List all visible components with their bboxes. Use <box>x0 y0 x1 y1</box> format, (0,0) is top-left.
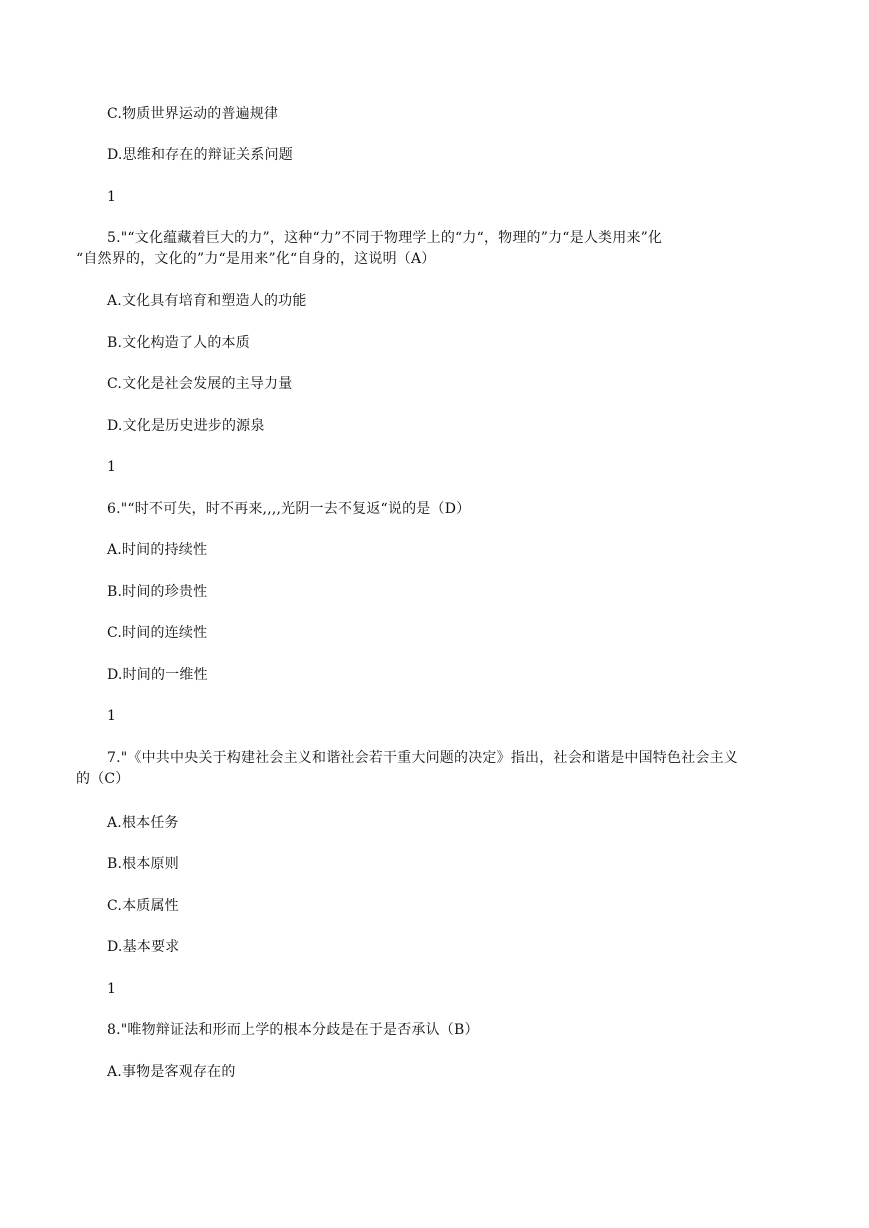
option-c-q4: C.物质世界运动的普遍规律 <box>107 106 279 122</box>
score-q4: 1 <box>107 189 117 205</box>
score-q7: 1 <box>107 981 117 997</box>
option-c-q6: C.时间的连续性 <box>107 625 208 641</box>
option-b-q5: B.文化构造了人的本质 <box>107 335 250 351</box>
question-5-line-2: “自然界的，文化的”力“是用来”化“自身的，这说明（A） <box>76 251 436 267</box>
option-a-q8: A.事物是客观存在的 <box>107 1064 236 1080</box>
option-b-q7: B.根本原则 <box>107 856 179 872</box>
score-q6: 1 <box>107 708 117 724</box>
question-7-line-2: 的（C） <box>76 771 130 787</box>
question-7-line-1: 7."《中共中央关于构建社会主义和谐社会若干重大问题的决定》指出，社会和谐是中国特色社会主义 <box>107 750 738 766</box>
option-d-q6: D.时间的一维性 <box>107 667 208 683</box>
option-c-q5: C.文化是社会发展的主导力量 <box>107 376 293 392</box>
option-d-q5: D.文化是历史进步的源泉 <box>107 418 265 434</box>
question-6: 6."“时不可失，时不再来,,,,光阴一去不复返“说的是（D） <box>107 501 471 517</box>
option-d-q7: D.基本要求 <box>107 939 180 955</box>
question-5-line-1: 5."“文化蕴藏着巨大的力”，这种“力”不同于物理学上的“力“，物理的”力“是人类用来”化 <box>107 230 663 246</box>
option-a-q7: A.根本任务 <box>107 815 179 831</box>
option-b-q6: B.时间的珍贵性 <box>107 584 208 600</box>
option-d-q4: D.思维和存在的辩证关系问题 <box>107 147 293 163</box>
score-q5: 1 <box>107 459 117 475</box>
option-c-q7: C.本质属性 <box>107 898 179 914</box>
option-a-q5: A.文化具有培育和塑造人的功能 <box>107 293 307 309</box>
question-8: 8."唯物辩证法和形而上学的根本分歧是在于是否承认（B） <box>107 1022 479 1038</box>
option-a-q6: A.时间的持续性 <box>107 542 208 558</box>
